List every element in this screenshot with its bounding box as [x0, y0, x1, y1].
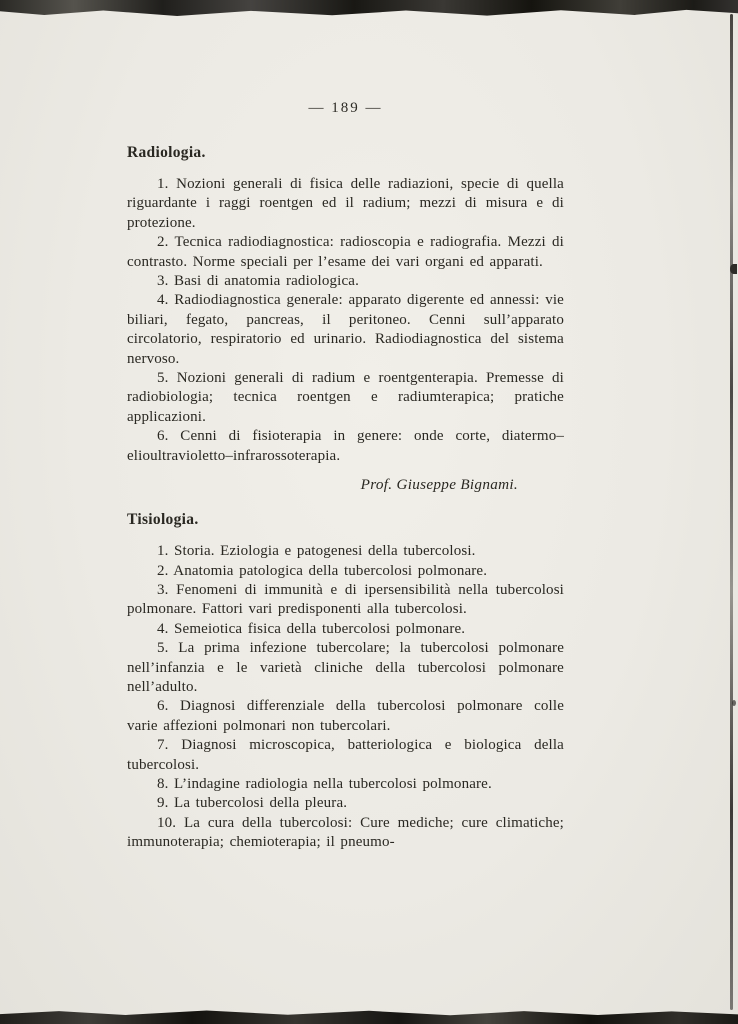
list-item: 4. Semeiotica fisica della tubercolosi polmonare.: [157, 620, 466, 637]
scan-edge-bottom: [0, 1009, 738, 1024]
list-item: 10. La cura della tubercolosi: Cure mediche; cure climatiche; immunoterapia; chemioterapia; il pneumo-: [127, 814, 564, 851]
section-heading-radiologia: Radiologia.: [127, 144, 206, 161]
list-item: 6. Cenni di fisioterapia in genere: onde corte, diatermo–elioultravioletto–infrarossoterapia.: [127, 428, 564, 464]
scan-edge-right: [730, 14, 733, 1010]
list-item: 1. Nozioni generali di fisica delle radiazioni, specie di quella riguardante i raggi roentgen ed il radium; mezzi di misura e di protezione.: [127, 176, 564, 231]
list-item: 5. Nozioni generali di radium e roentgenterapia. Premesse di radiobiologia; tecnica roentgen e radiumterapica; pratiche applicazioni.: [127, 370, 564, 425]
list-item: 7. Diagnosi microscopica, batteriologica e biologica della tubercolosi.: [127, 737, 564, 773]
list-item: 6. Diagnosi differenziale della tubercolosi polmonare colle varie affezioni polmonari non tubercolari.: [127, 698, 564, 734]
scan-speck: [730, 264, 737, 274]
section-heading-tisiologia: Tisiologia.: [127, 511, 199, 529]
page-number: — 189 —: [308, 100, 383, 116]
list-item: 3. Fenomeni di immunità e di ipersensibilità nella tubercolosi polmonare. Fattori vari predisponenti alla tubercolosi.: [127, 581, 564, 618]
list-item: 2. Tecnica radiodiagnostica: radioscopia e radiografia. Mezzi di contrasto. Norme speciali per l’esame dei vari organi ed apparati.: [127, 234, 564, 270]
list-item: 5. La prima infezione tubercolare; la tubercolosi polmonare nell’infanzia e le varietà cliniche della tubercolosi polmonare nell’adulto.: [127, 640, 564, 695]
list-item: 1. Storia. Eziologia e patogenesi della tubercolosi.: [157, 543, 476, 560]
list-item: 3. Basi di anatomia radiologica.: [157, 273, 359, 290]
list-item: 4. Radiodiagnostica generale: apparato digerente ed annessi: vie biliari, fegato, pancreas, il peritoneo. Cenni sull’apparato circolatorio, respiratorio ed urinario. Radiodiagnostica del sistema nervoso.: [127, 292, 564, 367]
list-item: 2. Anatomia patologica della tubercolosi polmonare.: [157, 562, 488, 579]
list-item: 9. La tubercolosi della pleura.: [157, 795, 348, 812]
list-item: 8. L’indagine radiologia nella tubercolosi polmonare.: [157, 775, 492, 792]
text-column: [127, 0, 564, 853]
scan-speck: [732, 700, 736, 706]
professor-signature: Prof. Giuseppe Bignami.: [360, 476, 518, 494]
